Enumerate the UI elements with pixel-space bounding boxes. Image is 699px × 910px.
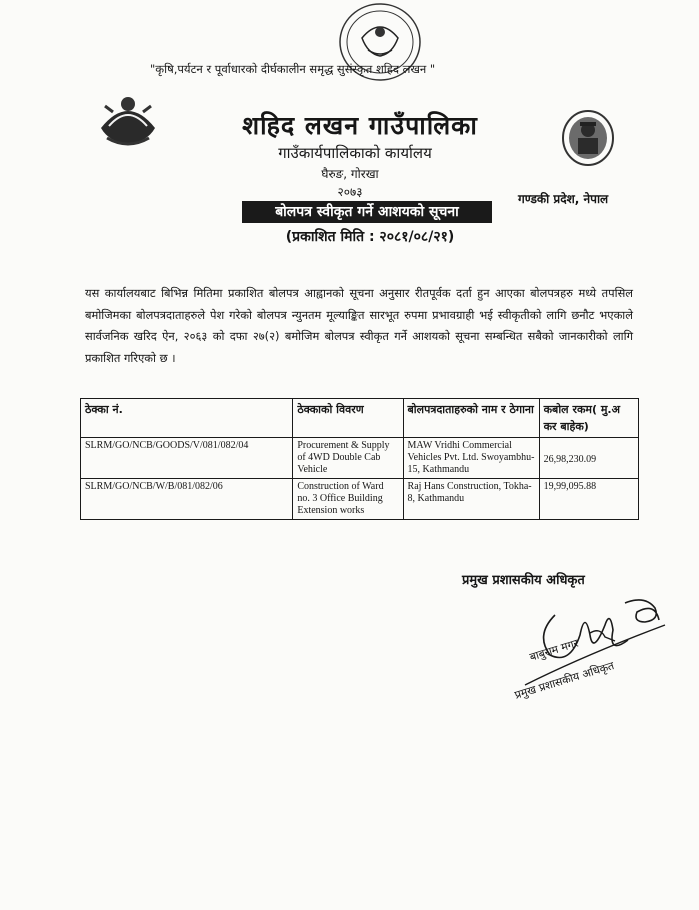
office-subtitle: गाउँकार्यपालिकाको कार्यालय <box>278 144 432 162</box>
fiscal-year: २०७३ <box>337 185 363 199</box>
header-bidder: बोलपत्रदाताहरुको नाम र ठेगाना <box>403 399 539 438</box>
municipality-seal-icon <box>560 108 616 168</box>
signatory-stamp-title: प्रमुख प्रशासकीय अधिकृत <box>513 659 616 702</box>
contract-no-cell: SLRM/GO/NCB/W/B/081/082/06 <box>81 479 293 520</box>
signatory-name: बाबुराम मगर <box>528 636 580 664</box>
header-amount: कबोल रकम( मु.अ कर बाहेक) <box>539 399 638 438</box>
bidder-cell: Raj Hans Construction, Tokha-8, Kathmandu <box>403 479 539 520</box>
header-description: ठेक्काको विवरण <box>293 399 403 438</box>
description-cell: Construction of Ward no. 3 Office Building Extension works <box>293 479 403 520</box>
amount-cell: 19,99,095.88 <box>539 479 638 520</box>
office-stamp-icon <box>330 0 430 100</box>
bidder-cell: MAW Vridhi Commercial Vehicles Pvt. Ltd. Swoyambhu-15, Kathmandu <box>403 438 539 479</box>
nepal-emblem-icon <box>93 88 163 150</box>
province-label: गण्डकी प्रदेश, नेपाल <box>518 192 609 206</box>
signatory-title: प्रमुख प्रशासकीय अधिकृत <box>462 573 585 588</box>
notice-paragraph: यस कार्यालयबाट बिभिन्न मितिमा प्रकाशित बोलपत्र आह्वानको सूचना अनुसार रीतपूर्वक दर्ता हुन आएका बोलपत्रहरु मध्ये तपसिल बमोजिमका बोलपत्रदाताहरुले पेश गरेको बोलपत्र न्युनतम मूल्याङ्कित सारभूत रुपमा प्रभावग्राही भई स्वीकृतीको लागि छनौट भएकाले सार्वजनिक खरिद ऐन, २०६३ को दफा २७(२) बमोजिम बोलपत्र स्वीकृत गर्ने आशयको सूचना सम्बन्धित सबैको जानकारीको लागि प्रकाशित गरिएको छ । <box>85 286 633 365</box>
slogan: "कृषि,पर्यटन र पूर्वाधारको दीर्घकालीन समृद्ध सुसंस्कृत शहिद लखन " <box>150 62 436 76</box>
header-contract-no: ठेक्का नं. <box>81 399 293 438</box>
office-location: घैरुङ, गोरखा <box>321 167 379 181</box>
tender-table <box>80 398 639 520</box>
table-row <box>81 479 639 520</box>
table-header-row <box>81 399 639 438</box>
description-cell: Procurement & Supply of 4WD Double Cab Vehicle <box>293 438 403 479</box>
amount-cell: 26,98,230.09 <box>539 438 638 479</box>
table-row <box>81 438 639 479</box>
published-date: (प्रकाशित मिति : २०८१/०८/२१) <box>285 229 455 245</box>
contract-no-cell: SLRM/GO/NCB/GOODS/V/081/082/04 <box>81 438 293 479</box>
office-name: शहिद लखन गाउँपालिका <box>242 111 478 140</box>
notice-title: बोलपत्र स्वीकृत गर्ने आशयको सूचना <box>242 201 492 223</box>
